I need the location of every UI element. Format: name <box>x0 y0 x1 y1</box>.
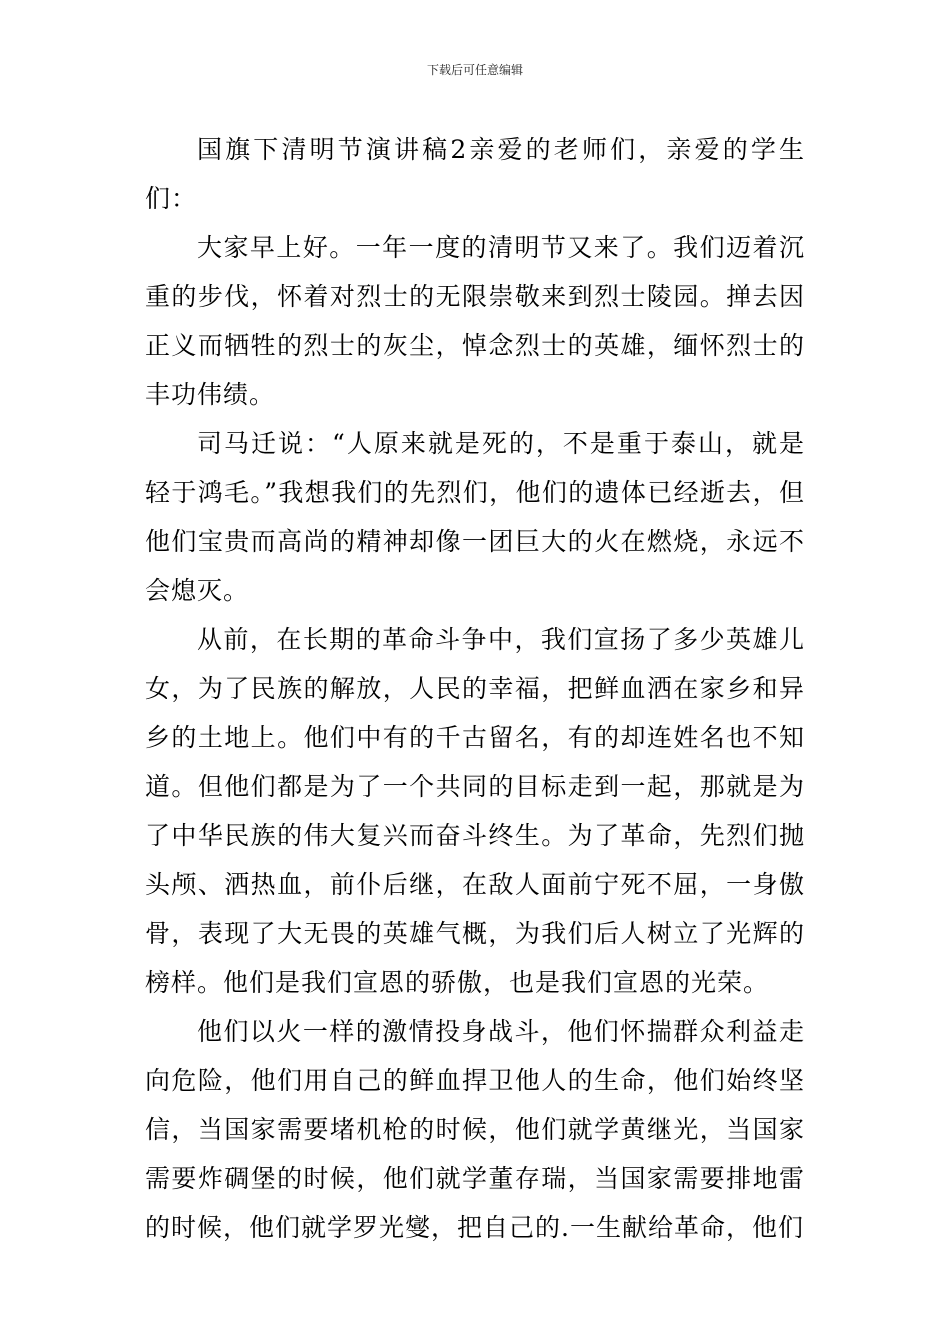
speech-body <box>145 125 805 1252</box>
paragraph-quote: 司马迁说：“人原来就是死的，不是重于泰山，就是轻于鸿毛。”我想我们的先烈们，他们的遗体已经逝去，但他们宝贵而高尚的精神却像一团巨大的火在燃烧，永远不会熄灭。 <box>145 429 805 605</box>
paragraph-heroes: 他们以火一样的激情投身战斗，他们怀揣群众利益走向危险，他们用自己的鲜血捍卫他人的生命，他们始终坚信，当国家需要堵机枪的时候，他们就学黄继光，当国家需要炸碉堡的时候，他们就学董存瑞，当国家需要排地雷的时候，他们就学罗光燮，把自己的.一生献给革命，他们 <box>145 1017 805 1242</box>
paragraph-history: 从前，在长期的革命斗争中，我们宣扬了多少英雄儿女，为了民族的解放，人民的幸福，把鲜血洒在家乡和异乡的土地上。他们中有的千古留名，有的却连姓名也不知道。但他们都是为了一个共同的目标走到一起，那就是为了中华民族的伟大复兴而奋斗终生。为了革命，先烈们抛头颅、洒热血，前仆后继，在敌人面前宁死不屈，一身傲骨，表现了大无畏的英雄气概，为我们后人树立了光辉的榜样。他们是我们宣恩的骄傲，也是我们宣恩的光荣。 <box>145 625 805 997</box>
header-note: 下载后可任意编辑 <box>426 63 523 77</box>
paragraph-title-greeting: 国旗下清明节演讲稿2亲爱的老师们，亲爱的学生们： <box>145 135 805 213</box>
paragraph-opening: 大家早上好。一年一度的清明节又来了。我们迈着沉重的步伐，怀着对烈士的无限崇敬来到烈士陵园。掸去因正义而牺牲的烈士的灰尘，悼念烈士的英雄，缅怀烈士的丰功伟绩。 <box>145 233 805 409</box>
